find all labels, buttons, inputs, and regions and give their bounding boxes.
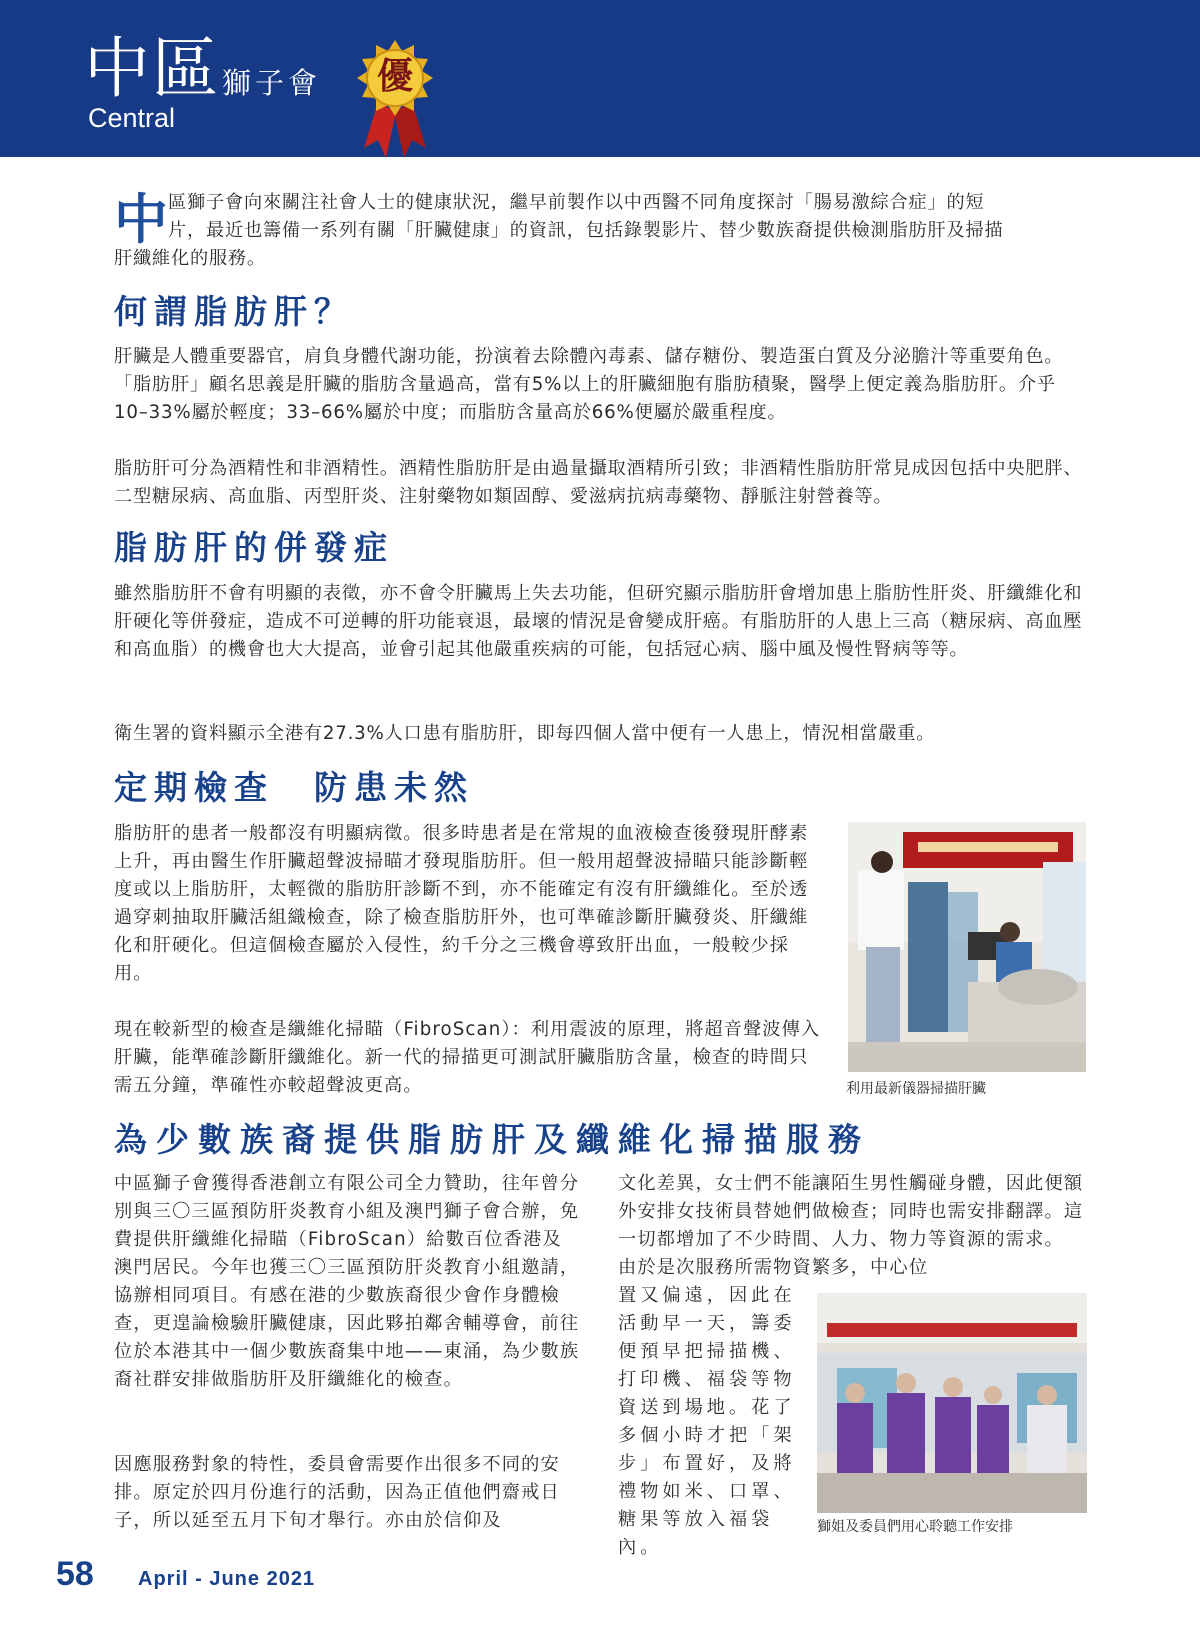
section-heading-what-is-fatty-liver: 何謂脂肪肝？: [114, 292, 354, 331]
club-logo-sub: 獅子會: [222, 66, 322, 100]
section-heading-regular-checkup: 定期檢查 防患未然: [114, 768, 474, 807]
excellence-medal-icon: [356, 40, 450, 164]
section2-paragraph-1: 雖然脂肪肝不會有明顯的表徵，亦不會令肝臟馬上失去功能，但研究顯示脂肪肝會增加患上脂肪性肝炎、肝纖維化和肝硬化等併發症，造成不可逆轉的肝功能衰退，最壞的情況是會變成肝癌。有脂肪肝的人患上三高（糖尿病、高血壓和高血脂）的機會也大大提高，並會引起其他嚴重疾病的可能，包括冠心病、腦中風及慢性腎病等等。: [114, 583, 1083, 660]
section-heading-minority-service: 為少數族裔提供脂肪肝及纖維化掃描服務: [114, 1120, 870, 1159]
intro-line-2: 片，最近也籌備一系列有關「肝臟健康」的資訊，包括錄製影片、替少數族裔提供檢測脂肪肝及掃描: [168, 220, 1004, 241]
intro-dropcap: 中: [114, 188, 168, 251]
volunteers-briefing-photo: [817, 1293, 1087, 1513]
section-heading-complications: 脂肪肝的併發症: [114, 528, 394, 567]
club-logo-main: 中區: [84, 30, 220, 107]
section1-paragraph-2: 脂肪肝可分為酒精性和非酒精性。酒精性脂肪肝是由過量攝取酒精所引致；非酒精性脂肪肝常見成因包括中央肥胖、二型糖尿病、高血脂、丙型肝炎、注射藥物如類固醇、愛滋病抗病毒藥物、靜脈注射營養等。: [114, 458, 1083, 507]
section4-right-paragraph-top: 文化差異，女士們不能讓陌生男性觸碰身體，因此便額外安排女技術員替她們做檢查；同時也需安排翻譯。這一切都增加了不少時間、人力、物力等資源的需求。 由於是次服務所需物資繁多，中心位: [618, 1173, 1084, 1278]
intro-line-1: 區獅子會向來關注社會人士的健康狀況，繼早前製作以中西醫不同角度探討「腸易激綜合症」的短: [168, 192, 985, 213]
section3-paragraph-2: 現在較新型的檢查是纖維化掃瞄（FibroScan）：利用震波的原理，將超音聲波傳入肝臟，能準確診斷肝纖維化。新一代的掃描更可測試肝臟脂肪含量，檢查的時間只需五分鐘，準確性亦較超聲波更高。: [114, 1019, 821, 1096]
fibroscan-photo-caption: 利用最新儀器掃描肝臟: [846, 1081, 986, 1097]
volunteers-photo-caption: 獅姐及委員們用心聆聽工作安排: [817, 1519, 1013, 1535]
section1-paragraph-1: 肝臟是人體重要器官，肩負身體代謝功能，扮演着去除體內毒素、儲存糖份、製造蛋白質及分泌膽汁等重要角色。「脂肪肝」顧名思義是肝臟的脂肪含量過高，當有5%以上的肝臟細胞有脂肪積聚，醫學上便定義為脂肪肝。介乎10–33%屬於輕度；33–66%屬於中度；而脂肪含量高於66%便屬於嚴重程度。: [114, 346, 1064, 423]
medal-label: 優: [376, 55, 413, 97]
section4-left-paragraph-1: 中區獅子會獲得香港創立有限公司全力贊助，往年曾分別與三〇三區預防肝炎教育小組及澳門獅子會合辦，免費提供肝纖維化掃瞄（FibroScan）給數百位香港及澳門居民。今年也獲三〇三區預防肝炎教育小組邀請，協辦相同項目。有感在港的少數族裔很少會作身體檢查，更遑論檢驗肝臟健康，因此夥拍鄰舍輔導會，前往位於本港其中一個少數族裔集中地——東涌，為少數族裔社群安排做脂肪肝及肝纖維化的檢查。: [114, 1173, 580, 1390]
section2-paragraph-2: 衛生署的資料顯示全港有27.3%人口患有脂肪肝，即每四個人當中便有一人患上，情況相當嚴重。: [114, 723, 936, 744]
fibroscan-photo: [848, 822, 1086, 1072]
page-number: 58: [56, 1555, 94, 1593]
intro-line-3: 肝纖維化的服務。: [114, 248, 266, 269]
section4-left-paragraph-2: 因應服務對象的特性，委員會需要作出很多不同的安排。原定於四月份進行的活動，因為正值他們齋戒日子，所以延至五月下旬才舉行。亦由於信仰及: [114, 1454, 560, 1531]
section3-paragraph-1: 脂肪肝的患者一般都沒有明顯病徵。很多時患者是在常規的血液檢查後發現肝酵素上升，再由醫生作肝臟超聲波掃瞄才發現脂肪肝。但一般用超聲波掃瞄只能診斷輕度或以上脂肪肝，太輕微的脂肪肝診斷不到，亦不能確定有沒有肝纖維化。至於透過穿刺抽取肝臟活組織檢查，除了檢查脂肪肝外，也可準確診斷肝臟發炎、肝纖維化和肝硬化。但這個檢查屬於入侵性，約千分之三機會導致肝出血，一般較少採用。: [114, 823, 809, 984]
header-banner: [0, 0, 1200, 157]
club-logo-english: Central: [88, 103, 176, 133]
section4-right-paragraph-narrow: 置又偏遠，因此在活動早一天，籌委便預早把掃描機、打印機、福袋等物資送到場地。花了多個小時才把「架步」布置好，及將禮物如米、口罩、糖果等放入福袋內。: [618, 1285, 796, 1558]
issue-date: April - June 2021: [138, 1568, 316, 1590]
